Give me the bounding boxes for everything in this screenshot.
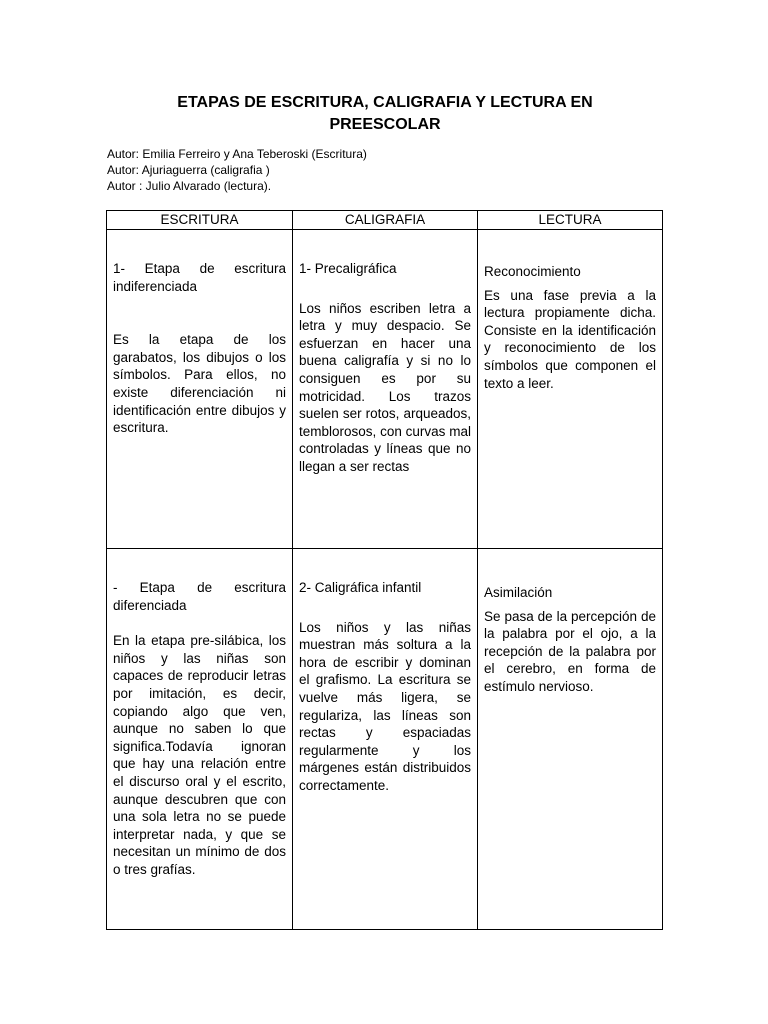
- column-header-caligrafia: CALIGRAFIA: [293, 211, 478, 230]
- stages-table: [106, 210, 663, 930]
- stage-description: Los niños escriben letra a letra y muy despacio. Se esfuerzan en hacer una buena caligrafía y si no lo consiguen es por su motricidad. Los trazos suelen ser rotos, arqueados, temblorosos, con curvas mal controladas y líneas que no llegan a ser rectas: [299, 300, 471, 474]
- stage-description: Es la etapa de los garabatos, los dibujos o los símbolos. Para ellos, no existe diferenciación ni identificación entre dibujos y escritura.: [113, 332, 286, 436]
- author-list: [107, 146, 367, 194]
- cell-escritura: [107, 549, 293, 930]
- stage-description: Los niños y las niñas muestran más soltura a la hora de escribir y dominan el grafismo. La escritura se vuelve más ligera, se regulariza, las líneas son rectas y espaciadas regularmente y los márgenes están distribuidos correctamente.: [299, 619, 471, 793]
- stage-heading: Asimilación: [484, 585, 553, 600]
- stage-heading: Reconocimiento: [484, 264, 581, 279]
- column-header-lectura: LECTURA: [478, 211, 663, 230]
- page-title: [110, 92, 660, 136]
- stage-heading: 2- Caligráfica infantil: [299, 580, 422, 595]
- stage-heading: 1- Etapa de escritura indiferenciada: [113, 261, 286, 294]
- table-row: [107, 230, 663, 549]
- table-header-row: [107, 211, 663, 230]
- author-line: Autor: Ajuriaguerra (caligrafia ): [107, 163, 270, 177]
- cell-lectura: [478, 230, 663, 549]
- author-line: Autor: Emilia Ferreiro y Ana Teberoski (Escritura): [107, 147, 367, 161]
- stage-description: Es una fase previa a la lectura propiamente dicha. Consiste en la identificación y reconocimiento de los símbolos que componen el texto a leer.: [484, 287, 656, 391]
- column-header-escritura: ESCRITURA: [107, 211, 293, 230]
- cell-lectura: [478, 549, 663, 930]
- page-title-line-2: PREESCOLAR: [329, 116, 441, 133]
- page-title-line-1: ETAPAS DE ESCRITURA, CALIGRAFIA Y LECTURA EN: [177, 94, 593, 111]
- cell-escritura: [107, 230, 293, 549]
- stage-heading: - Etapa de escritura diferenciada: [113, 580, 286, 613]
- cell-caligrafia: [293, 549, 478, 930]
- cell-caligrafia: [293, 230, 478, 549]
- stage-description: En la etapa pre-silábica, los niños y las niñas son capaces de reproducir letras por imitación, es decir, copiando algo que ven, aunque no saben lo que significa.Todavía ignoran que hay una relación entre el discurso oral y el escrito, aunque descubren que con una sola letra no se puede interpretar nada, y que se necesitan un mínimo de dos o tres grafías.: [113, 633, 286, 877]
- table-row: [107, 549, 663, 930]
- author-line: Autor : Julio Alvarado (lectura).: [107, 179, 272, 193]
- stage-description: Se pasa de la percepción de la palabra por el ojo, a la recepción de la palabra por el cerebro, en forma de estímulo nervioso.: [484, 608, 656, 694]
- stage-heading: 1- Precaligráfica: [299, 261, 397, 276]
